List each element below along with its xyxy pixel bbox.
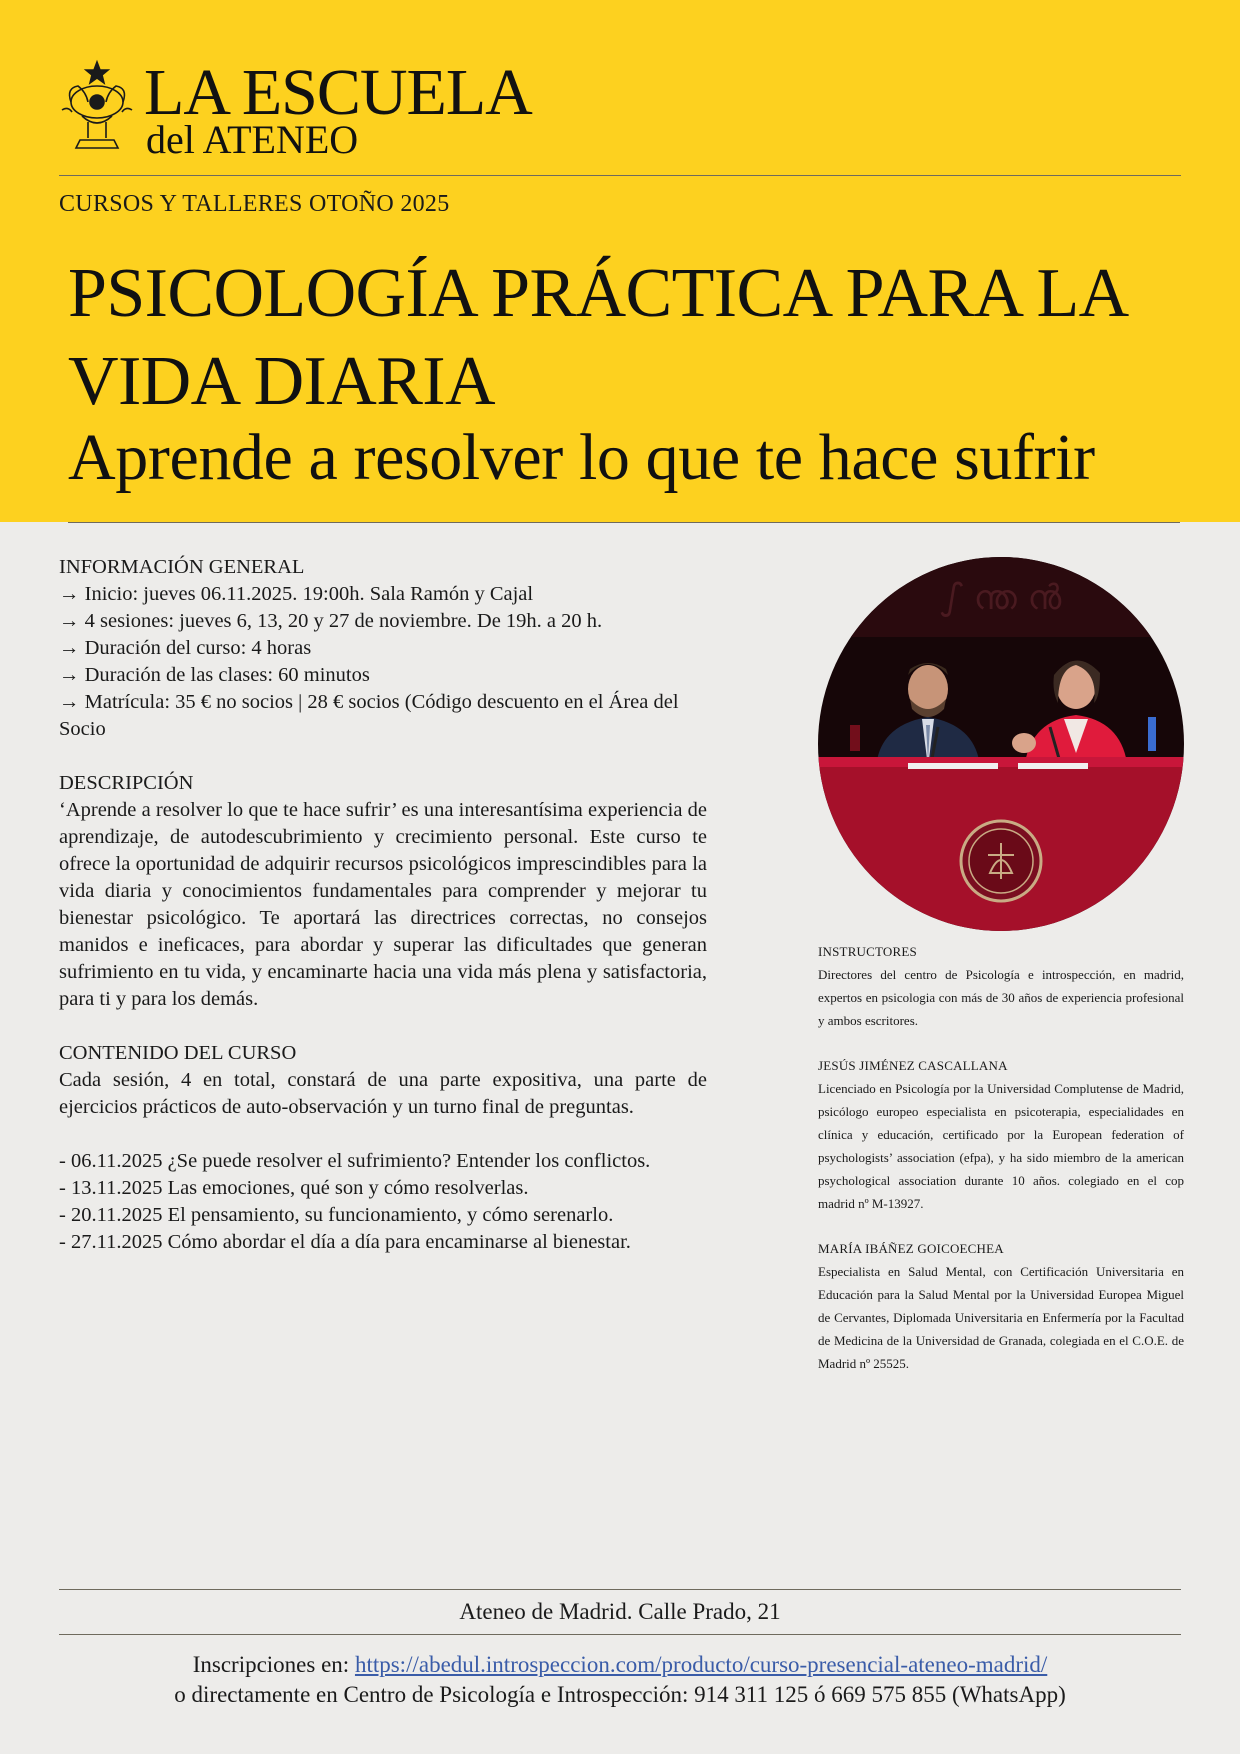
logo-subtitle: del ATENEO bbox=[146, 117, 359, 162]
svg-text:ഽ ന്ത ൻ: ഽ ന്ത ൻ bbox=[940, 578, 1062, 618]
instructor-name: MARÍA IBÁÑEZ GOICOECHEA bbox=[818, 1241, 1004, 1256]
instructor-name: JESÚS JIMÉNEZ CASCALLANA bbox=[818, 1058, 1008, 1073]
footer-divider-top bbox=[59, 1589, 1181, 1590]
instructors-photo bbox=[818, 557, 1184, 931]
session-item: - 27.11.2025 Cómo abordar el día a día para encaminarse al bienestar. bbox=[59, 1231, 631, 1253]
header-divider bbox=[59, 175, 1181, 176]
content-text: Cada sesión, 4 en total, constará de una parte expositiva, una parte de ejercicios prácticos de auto-observación y un turno final de preguntas. bbox=[59, 1069, 707, 1118]
instructors-column bbox=[818, 940, 1184, 1397]
content-section bbox=[59, 1040, 707, 1121]
session-item: - 20.11.2025 El pensamiento, su funcionamiento, y cómo serenarlo. bbox=[59, 1204, 614, 1226]
info-item: → Matrícula: 35 € no socios | 28 € socios (Código descuento en el Área del Socio bbox=[59, 691, 679, 740]
instructor-bio: Licenciado en Psicología por la Universidad Complutense de Madrid, psicólogo europeo especialista en psicoterapia, especialidades en clínica y educación, certificado por la European federation of psychologists’ association (efpa), y ha sido miembro de la american psychological association durante 10 años. colegiado en el cop madrid nº M-13927. bbox=[818, 1081, 1184, 1211]
session-item: - 06.11.2025 ¿Se puede resolver el sufrimiento? Entender los conflictos. bbox=[59, 1150, 651, 1172]
instructors-heading: INSTRUCTORES bbox=[818, 944, 917, 959]
page-title: PSICOLOGÍA PRÁCTICA PARA LA VIDA DIARIA bbox=[68, 255, 1125, 420]
session-item: - 13.11.2025 Las emociones, qué son y cómo resolverlas. bbox=[59, 1177, 529, 1199]
logo-title: LA ESCUELA bbox=[144, 56, 532, 129]
registration-line bbox=[0, 1650, 1240, 1680]
general-info-section bbox=[59, 554, 707, 743]
info-item: → Duración de las clases: 60 minutos bbox=[59, 664, 370, 686]
registration-link[interactable]: https://abedul.introspeccion.com/producto/curso-presencial-ateneo-madrid/ bbox=[354, 1652, 1048, 1677]
main-column bbox=[59, 554, 707, 1256]
registration-info bbox=[0, 1650, 1240, 1710]
instructor-bio: Especialista en Salud Mental, con Certificación Universitaria en Educación para la Salud Mental por la Universidad Europea Miguel de Cervantes, Diplomada Universitaria en Enfermería por la Facultad de Medicina de la Universidad de Granada, colegiada en el C.O.E. de Madrid nº 25525. bbox=[818, 1264, 1184, 1371]
logo[interactable] bbox=[58, 56, 618, 162]
info-item: → Inicio: jueves 06.11.2025. 19:00h. Sala Ramón y Cajal bbox=[59, 583, 534, 605]
content-heading: CONTENIDO DEL CURSO bbox=[59, 1042, 297, 1064]
description-section bbox=[59, 770, 707, 1013]
description-text: ‘Aprende a resolver lo que te hace sufrir’ es una interesantísima experiencia de aprendizaje, de autodescubrimiento y crecimiento personal. Este curso te ofrece la oportunidad de adquirir recursos psicológicos imprescindibles para la vida diaria y conocimientos fundamentales para comprender y mejorar tu bienestar psicológico. Te aportará las directrices correctas, no consejos manidos e ineficaces, para abordar y superar las dificultades que generan sufrimiento en tu vida, y encaminarte hacia una vida más plena y satisfactoria, para ti y para los demás. bbox=[59, 799, 707, 1010]
series-label: CURSOS Y TALLERES OTOÑO 2025 bbox=[59, 191, 450, 217]
info-item: → 4 sesiones: jueves 6, 13, 20 y 27 de noviembre. De 19h. a 20 h. bbox=[59, 610, 603, 632]
info-item: → Duración del curso: 4 horas bbox=[59, 637, 312, 659]
session-list bbox=[59, 1148, 707, 1256]
page-subtitle: Aprende a resolver lo que te hace sufrir bbox=[68, 421, 1095, 494]
footer-divider-bottom bbox=[59, 1634, 1181, 1635]
general-info-heading: INFORMACIÓN GENERAL bbox=[59, 556, 305, 578]
venue-address: Ateneo de Madrid. Calle Prado, 21 bbox=[459, 1599, 781, 1624]
ateneo-crest-icon bbox=[58, 58, 136, 156]
description-heading: DESCRIPCIÓN bbox=[59, 772, 194, 794]
title-divider bbox=[68, 522, 1180, 523]
registration-prefix: Inscripciones en: bbox=[192, 1652, 355, 1677]
instructors-intro: Directores del centro de Psicología e introspección, en madrid, expertos en psicologia con más de 30 años de experiencia profesional y ambos escritores. bbox=[818, 967, 1184, 1028]
contact-line: o directamente en Centro de Psicología e Introspección: 914 311 125 ó 669 575 855 (WhatsApp) bbox=[174, 1682, 1066, 1707]
